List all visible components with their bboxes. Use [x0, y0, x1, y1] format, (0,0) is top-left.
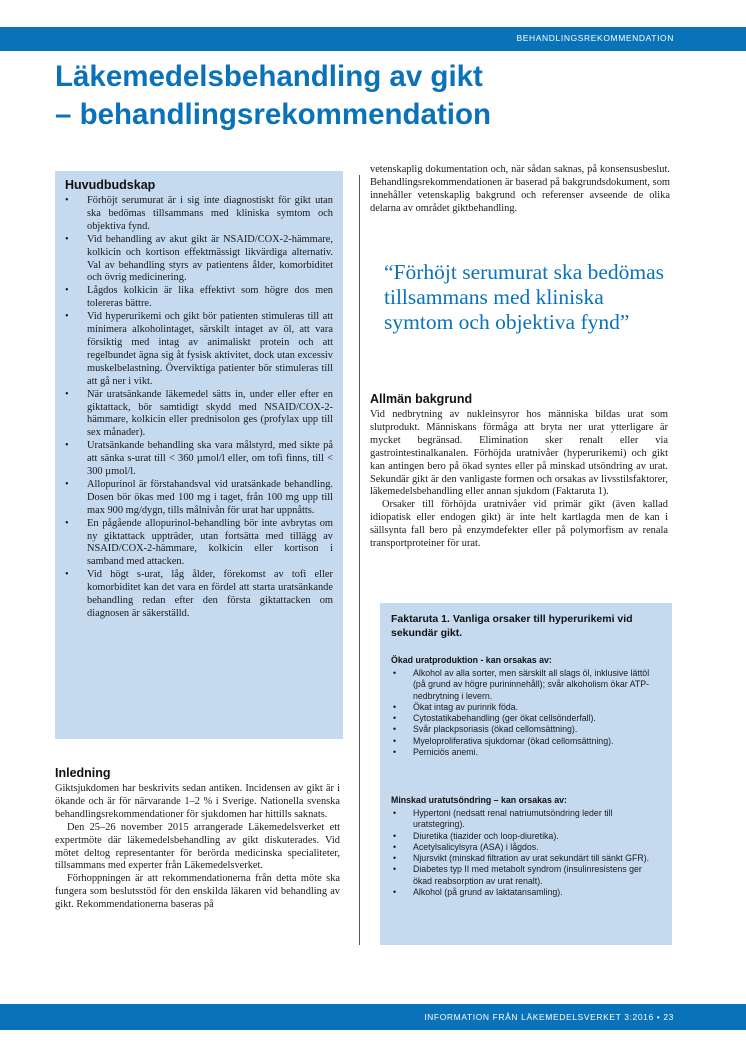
background-body	[370, 409, 668, 551]
summary-item: • Lågdos kolkicin är lika effektivt som högre dos men tolereras bättre.	[65, 285, 333, 311]
column-divider	[359, 175, 360, 945]
factbox-section2-list	[391, 808, 661, 898]
summary-item: • När uratsänkande läkemedel sätts in, under eller efter en giktattack, bör samtidigt skydd med NSAID/COX-2-hämmare, kolkicin eller prednisolon ges (profylax upp till sex månader).	[65, 389, 333, 441]
factbox-item: • Diabetes typ II med metabolt syndrom (insulinresistens ger ökad reabsorption av urat renalt).	[391, 864, 661, 887]
summary-item: • Vid hyperurikemi och gikt bör patienten stimuleras till att minimera alkoholintaget, särskilt intaget av öl, att vara försiktig med intag av animaliskt protein och att regelbundet ägna sig åt fysisk aktivitet, dock utan excessiv muskelbelastning. Överviktiga patienter bör stimuleras till att gå ner i vikt.	[65, 311, 333, 388]
page-title-line-1: Läkemedelsbehandling av gikt	[55, 60, 483, 93]
footer-label: INFORMATION FRÅN LÄKEMEDELSVERKET 3:2016 • 23	[424, 1012, 674, 1022]
factbox-item: • Ökat intag av purinrik föda.	[391, 702, 661, 713]
factbox-item: • Hypertoni (nedsatt renal natriumutsöndring leder till uratstegring).	[391, 808, 661, 831]
intro-heading: Inledning	[55, 766, 111, 780]
intro-body	[55, 783, 340, 912]
factbox-item: • Diuretika (tiazider och loop-diuretika).	[391, 831, 661, 842]
intro-paragraph: Förhoppningen är att rekommendationerna från detta möte ska fungera som beslutsstöd för den enskilda läkaren vid behandling av gikt. Rekommendationerna baseras på	[55, 873, 340, 911]
factbox-section2-heading: Minskad uratutsöndring – kan orsakas av:	[391, 795, 567, 805]
header-bar	[0, 27, 746, 51]
factbox-item: • Acetylsalicylsyra (ASA) i lågdos.	[391, 842, 661, 853]
factbox-item: • Alkohol (på grund av laktatansamling).	[391, 887, 661, 898]
factbox-item: • Cytostatikabehandling (ger ökat cellsönderfall).	[391, 713, 661, 724]
factbox-item: • Alkohol av alla sorter, men särskilt all slags öl, inklusive lättöl (på grund av högre purininnehåll); svår alkoholism ökar ATP-nedbrytning i levern.	[391, 668, 661, 702]
factbox-item: • Svår plackpsoriasis (ökad cellomsättning).	[391, 724, 661, 735]
summary-heading: Huvudbudskap	[65, 178, 156, 192]
summary-list	[65, 195, 333, 621]
factbox-item: • Myeloproliferativa sjukdomar (ökad cellomsättning).	[391, 736, 661, 747]
factbox-section1-heading: Ökad uratproduktion - kan orsakas av:	[391, 655, 552, 665]
page-title	[55, 58, 715, 134]
page-title-line-2: – behandlingsrekommendation	[55, 98, 492, 131]
summary-item: • Vid högt s-urat, låg ålder, förekomst av tofi eller komorbiditet kan det vara en fördel att starta uratsänkande behandling redan efter den första giktattacken om diagnosen är säkerställd.	[65, 569, 333, 621]
summary-item: • Vid behandling av akut gikt är NSAID/COX-2-hämmare, kolkicin och kortison effektmässigt likvärdiga alternativ. Val av behandling styrs av patientens ålder, komorbiditet och övrig medicinering.	[65, 234, 333, 286]
pull-quote: “Förhöjt serumurat ska bedömas tillsammans med kliniska symtom och objektiva fynd”	[384, 260, 665, 334]
intro-paragraph: Den 25–26 november 2015 arrangerade Läkemedelsverket ett expertmöte där läkemedelsbehandling av gikt diskuterades. Vid mötet deltog representanter för berörda medicinska specialiteter, tillsammans med experter från Läkemedelsverket.	[55, 821, 340, 872]
summary-item: • En pågående allopurinol-behandling bör inte avbrytas om ny giktattack uppträder, utan fortsätta med tillägg av NSAID/COX-2-hämmare, kolkicin eller kortison i samband med attacken.	[65, 518, 333, 570]
background-paragraph: Orsaker till förhöjda uratnivåer vid primär gikt (även kallad idiopatisk eller endogen gikt) är inte helt kartlagda men de kan i sällsynta fall bero på enzymdefekter eller på polymorfism av renala transportproteiner för urat.	[370, 499, 668, 550]
footer-bar	[0, 1004, 746, 1030]
summary-item: • Allopurinol är förstahandsval vid uratsänkade behandling. Dosen bör ökas med 100 mg i taget, från 100 mg upp till max 900 mg/dygn, tills målnivån för urat har uppnåtts.	[65, 479, 333, 518]
summary-item: • Uratsänkande behandling ska vara målstyrd, med sikte på att sänka s-urat till < 360 µmol/l eller, om tofi finns, till < 300 µmol/l.	[65, 440, 333, 479]
factbox-item: • Njursvikt (minskad filtration av urat sekundärt till sänkt GFR).	[391, 853, 661, 864]
section-label: BEHANDLINGSREKOMMENDATION	[516, 33, 674, 43]
background-paragraph: Vid nedbrytning av nukleinsyror hos människa bildas urat som slutprodukt. Människans förmåga att bryta ner urat ytterligare är mycket begränsad. Elimination sker renalt eller via gastrointestinalkanalen. Förhöjda uratnivåer (hyperurikemi) och gikt kan antingen bero på ökad syntes eller på minskad utsöndring av urat. Sekundär gikt är den vanligaste formen och orsakas av livsstilsfaktorer, läkemedelsbehandling eller annan sjukdom (Faktaruta 1).	[370, 409, 668, 498]
factbox-title: Faktaruta 1. Vanliga orsaker till hyperurikemi vid sekundär gikt.	[391, 613, 633, 639]
intro-continuation: vetenskaplig dokumentation och, när sådan saknas, på konsensusbeslut. Behandlingsrekommendationen är baserad på bakgrundsdokument, som innehåller vetenskaplig bakgrund och referenser avseende de olika delarna av området giktbehandling.	[370, 164, 670, 214]
summary-item: • Förhöjt serumurat är i sig inte diagnostiskt för gikt utan ska bedömas tillsammans med kliniska symtom och objektiva fynd.	[65, 195, 333, 234]
background-heading: Allmän bakgrund	[370, 392, 473, 406]
factbox-item: • Perniciös anemi.	[391, 747, 661, 758]
intro-paragraph: Giktsjukdomen har beskrivits sedan antiken. Incidensen av gikt är i ökande och är för närvarande 1–2 % i Sverige. Nationella svenska behandlingsrekommendationer för sjukdomen har hittills saknats.	[55, 783, 340, 820]
factbox-section1-list	[391, 668, 661, 758]
